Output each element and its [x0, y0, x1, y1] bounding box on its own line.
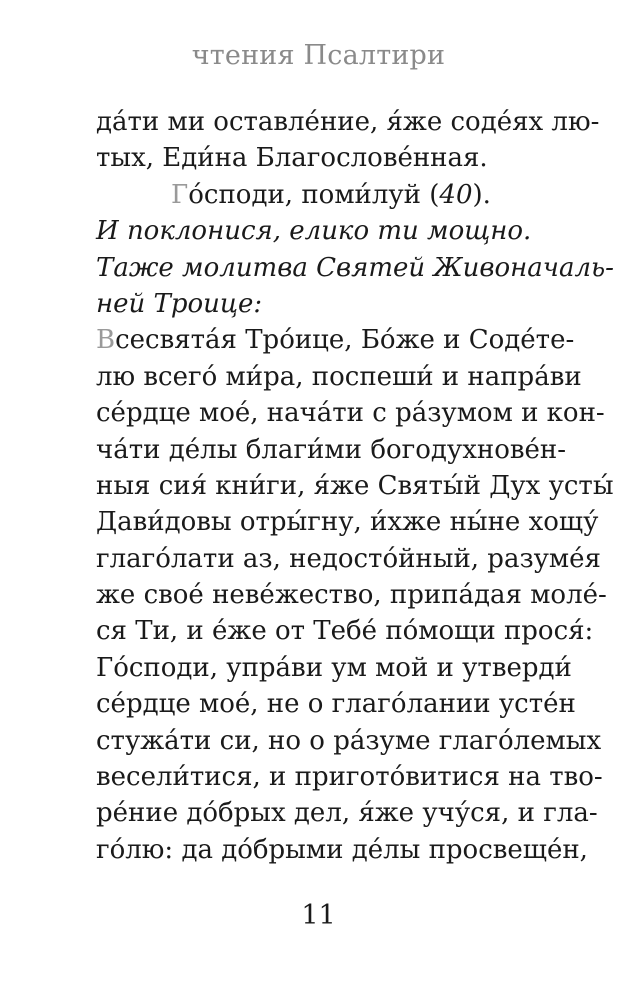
text-line: тых, Еди́на Благослове́нная.	[96, 143, 488, 174]
rubric-line	[96, 177, 566, 213]
prayer-heading: ней Троице:	[96, 288, 263, 319]
text-line: весели́тися, и пригото́витися на тво-	[96, 762, 603, 793]
text-line: се́рдце мое́, не о глаго́лании усте́н	[96, 689, 576, 720]
text-line: Дави́довы отры́гну, и́хже ны́не хощу́	[96, 507, 599, 538]
text-line: Го́споди, упра́ви ум мой и утверди́	[96, 652, 572, 683]
rubric-text: о́споди, поми́луй (	[188, 179, 440, 210]
text-line: ча́ти де́лы благи́ми богодухнове́н-	[96, 434, 566, 465]
prayer-heading: Таже молитва Святей Живоначаль-	[96, 252, 614, 283]
red-initial: Г	[171, 179, 189, 210]
text-line: ре́ние до́брых дел, я́же учу́ся, и гла-	[96, 798, 598, 829]
text-line: же свое́ неве́жество, припа́дая моле́-	[96, 580, 607, 611]
repeat-count: 40	[439, 179, 473, 210]
text-line: ныя сия́ кни́ги, я́же Святы́й Дух усты́	[96, 470, 614, 501]
text-line: го́лю: да до́брыми де́лы просвеще́н,	[96, 834, 588, 865]
rubric-close: ).	[472, 179, 491, 210]
running-head: чтения Псалтири	[191, 40, 446, 71]
text-line: стужа́ти си, но о ра́зуме глаго́лемых	[96, 725, 602, 756]
text-line: глаго́лати аз, недосто́йный, разуме́я	[96, 543, 601, 574]
text-line: лю всего́ ми́ра, поспеши́ и напра́ви	[96, 361, 582, 392]
text-line: ся Ти, и е́же от Тебе́ по́мощи прося́:	[96, 616, 594, 647]
instruction-line: И поклонися, елико ти мощно.	[96, 216, 532, 247]
text-line	[96, 322, 575, 358]
prayer-text	[96, 104, 614, 868]
text-line: се́рдце мое́, нача́ти с ра́зумом и кон-	[96, 398, 605, 429]
text-line-rest: сесвята́я Тро́ице, Бо́же и Соде́те-	[115, 325, 575, 356]
text-line: да́ти ми оставле́ние, я́же соде́ях лю-	[96, 107, 600, 137]
page-number: 11	[301, 900, 336, 931]
red-initial: В	[96, 325, 116, 356]
